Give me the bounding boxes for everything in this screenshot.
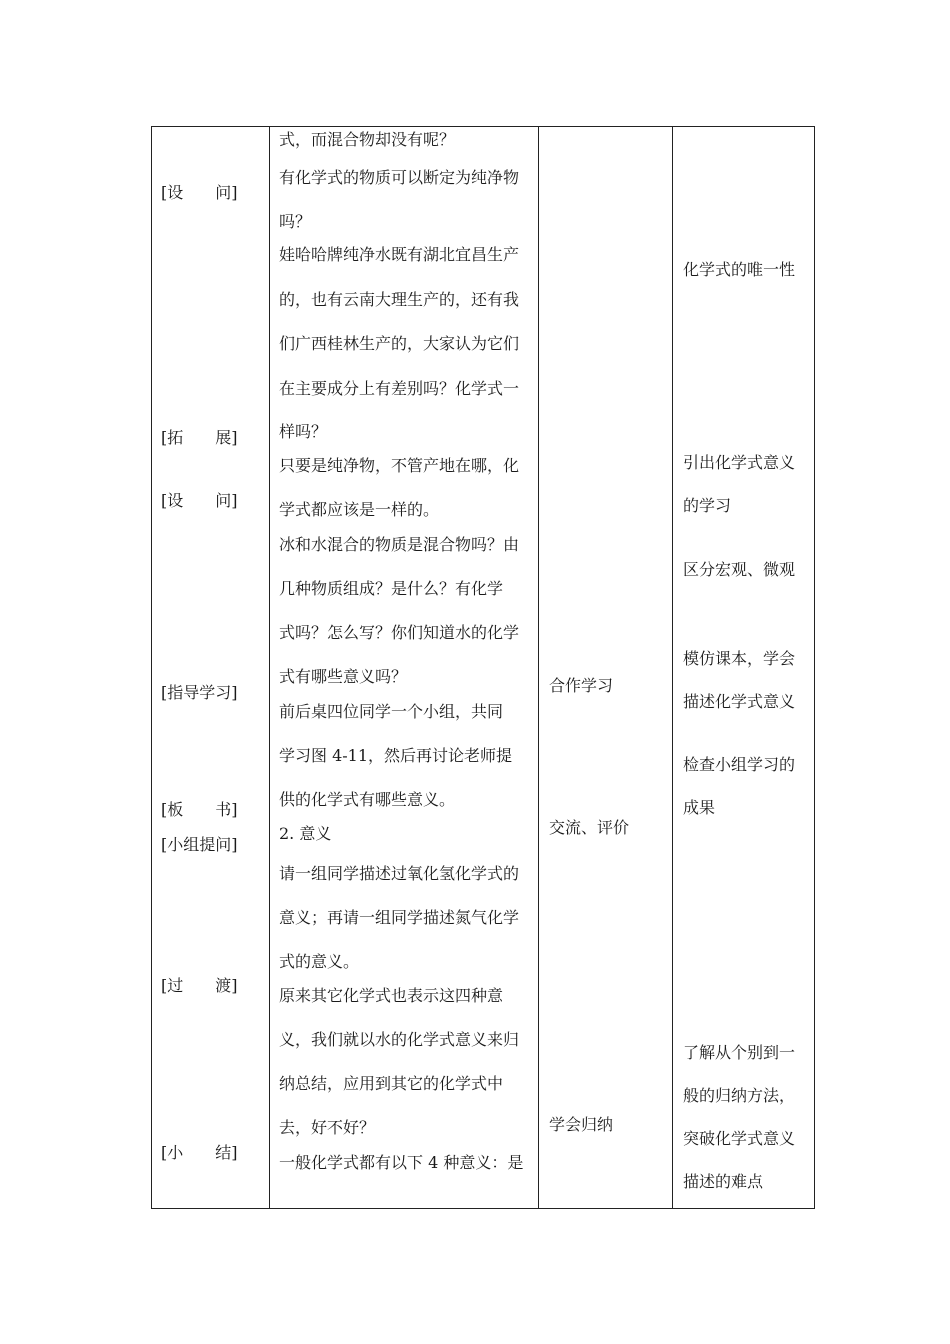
intent-text: 模仿课本，学会 [683, 649, 796, 668]
content-line: 的，也有云南大理生产的，还有我 [279, 290, 520, 309]
intent-text: 突破化学式意义 [683, 1129, 796, 1148]
content-line: 2. 意义 [279, 824, 332, 843]
intent-text: 般的归纳方法， [683, 1086, 796, 1105]
content-line: 式的意义。 [279, 952, 360, 971]
step-label: [小组提问] [161, 835, 238, 854]
content-line: 几种物质组成？是什么？有化学 [279, 579, 504, 598]
content-line: 原来其它化学式也表示这四种意 [279, 986, 504, 1005]
content-line: 式吗？怎么写？你们知道水的化学 [279, 623, 520, 642]
content-line: 前后桌四位同学一个小组，共同 [279, 702, 504, 721]
content-line: 娃哈哈牌纯净水既有湖北宜昌生产 [279, 245, 520, 264]
intent-text: 检查小组学习的 [683, 755, 796, 774]
activity-text: 交流、评价 [549, 818, 630, 837]
content-line: 只要是纯净物，不管产地在哪，化 [279, 456, 520, 475]
content-line: 吗？ [279, 212, 312, 231]
content-line: 在主要成分上有差别吗？化学式一 [279, 379, 520, 398]
intent-text: 成果 [683, 798, 716, 817]
step-label: [过 渡] [161, 976, 238, 995]
column-steps [152, 127, 269, 1208]
step-label: [拓 展] [161, 428, 238, 447]
step-label: [指导学习] [161, 683, 238, 702]
content-line: 式，而混合物却没有呢？ [279, 130, 456, 149]
column-activity [539, 127, 672, 1208]
content-line: 们广西桂林生产的，大家认为它们 [279, 334, 520, 353]
activity-text: 合作学习 [549, 676, 614, 695]
content-line: 冰和水混合的物质是混合物吗？由 [279, 535, 520, 554]
content-line: 义，我们就以水的化学式意义来归 [279, 1030, 520, 1049]
intent-text: 引出化学式意义 [683, 453, 796, 472]
content-line: 有化学式的物质可以断定为纯净物 [279, 168, 520, 187]
content-line: 一般化学式都有以下 4 种意义：是 [279, 1153, 524, 1172]
step-label: [板 书] [161, 800, 238, 819]
step-label: [设 问] [161, 183, 238, 202]
content-line: 去，好不好？ [279, 1118, 376, 1137]
intent-text: 描述的难点 [683, 1172, 764, 1191]
content-line: 供的化学式有哪些意义。 [279, 790, 456, 809]
activity-text: 学会归纳 [549, 1115, 614, 1134]
content-line: 学习图 4-11，然后再讨论老师提 [279, 746, 513, 765]
column-content [270, 127, 538, 1208]
intent-text: 的学习 [683, 496, 732, 515]
step-label: [小 结] [161, 1143, 238, 1162]
lesson-table [151, 126, 815, 1209]
content-line: 意义；再请一组同学描述氮气化学 [279, 908, 520, 927]
intent-text: 化学式的唯一性 [683, 260, 796, 279]
intent-text: 区分宏观、微观 [683, 560, 796, 579]
content-line: 纳总结，应用到其它的化学式中 [279, 1074, 504, 1093]
content-line: 式有哪些意义吗？ [279, 667, 408, 686]
intent-text: 了解从个别到一 [683, 1043, 796, 1062]
column-intent [673, 127, 815, 1208]
content-line: 学式都应该是一样的。 [279, 500, 440, 519]
step-label: [设 问] [161, 491, 238, 510]
content-line: 样吗？ [279, 422, 328, 441]
intent-text: 描述化学式意义 [683, 692, 796, 711]
content-line: 请一组同学描述过氧化氢化学式的 [279, 864, 520, 883]
